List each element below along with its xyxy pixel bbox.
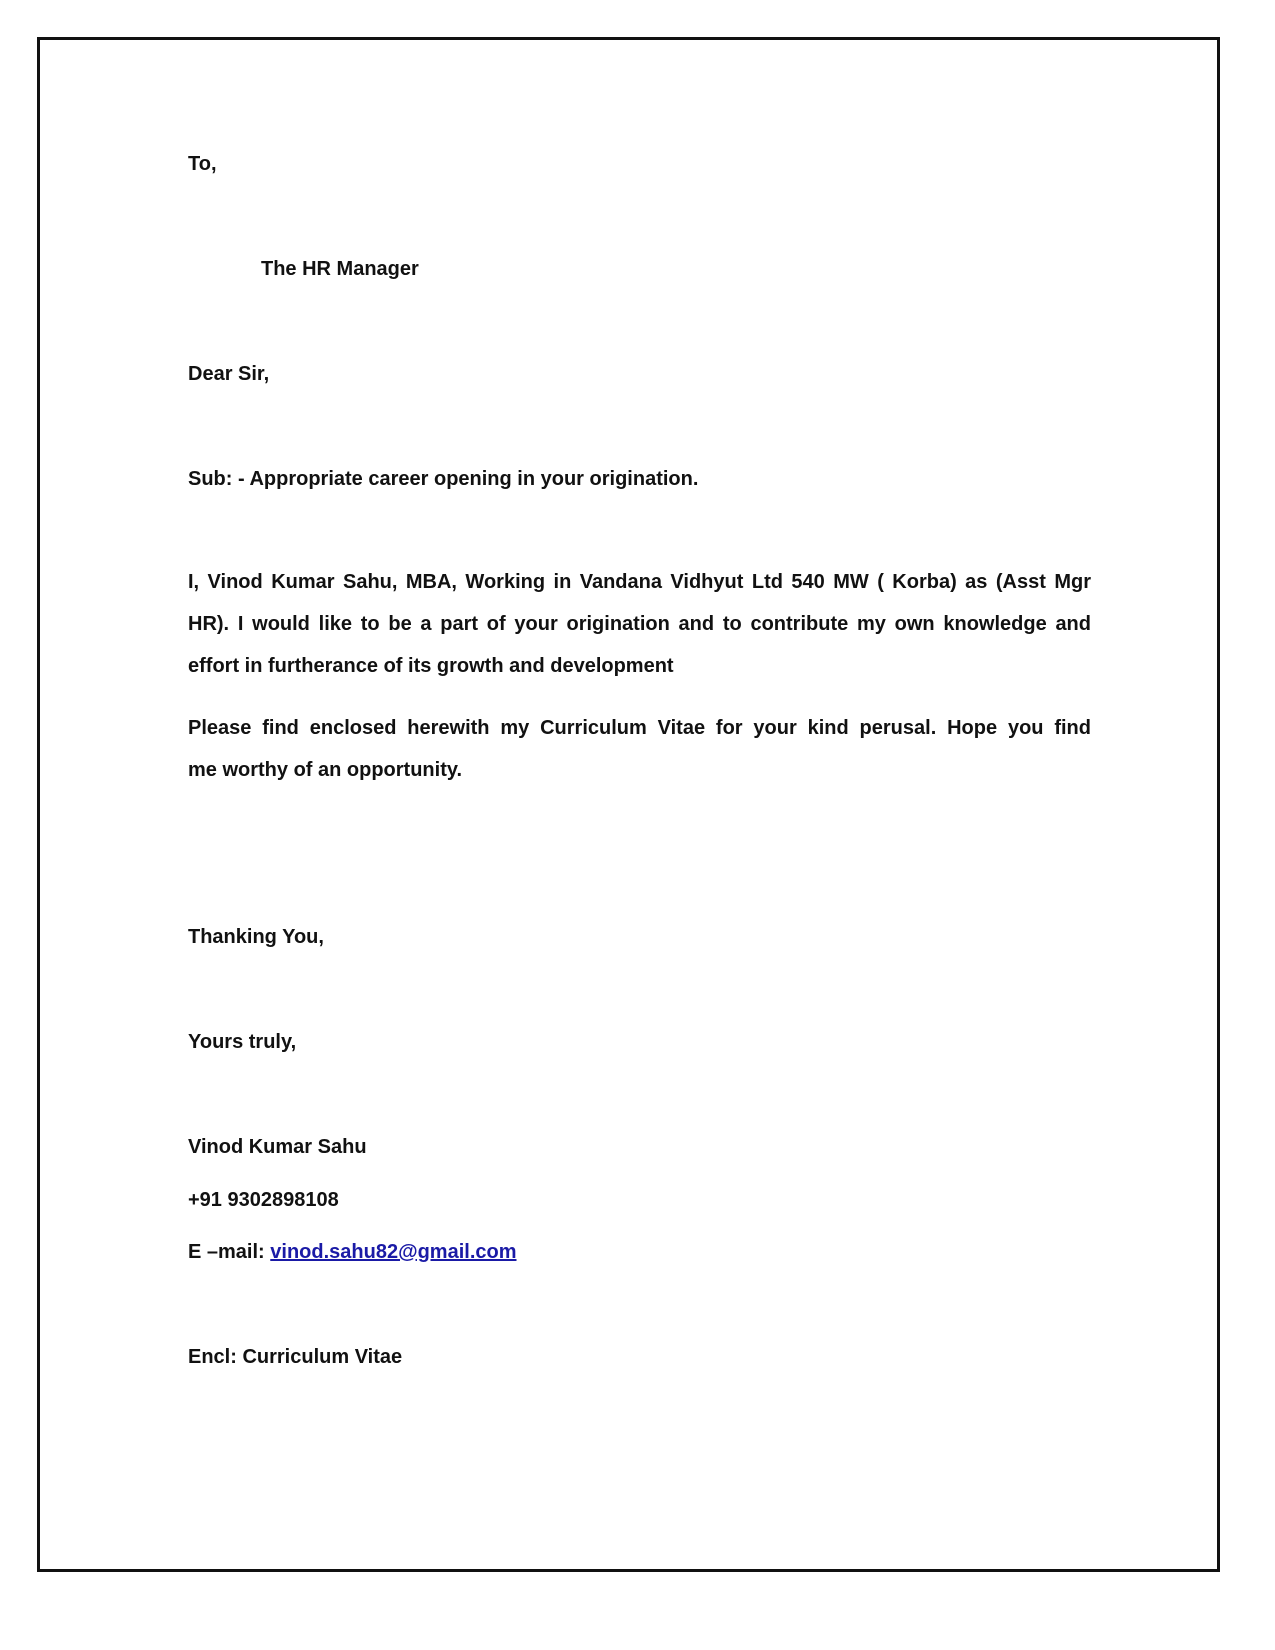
sender-phone: +91 9302898108 [188,1189,339,1211]
page-border [37,37,1220,1572]
enclosure-line: Encl: Curriculum Vitae [188,1346,403,1368]
salutation: Dear Sir, [188,363,270,385]
sender-name: Vinod Kumar Sahu [188,1136,367,1158]
closing-line: Thanking You, [188,926,324,948]
body-paragraph-2 [188,707,1091,791]
body-paragraph-2-line-2: me worthy of an opportunity. [188,759,463,781]
subject-line: Sub: - Appropriate career opening in your origination. [188,468,699,490]
email-link[interactable]: vinod.sahu82@gmail.com [270,1241,517,1263]
email-label: E –mail: [188,1241,271,1263]
body-paragraph-1-line-2: HR). I would like to be a part of your origination and to contribute my own knowledge and [188,613,1091,635]
recipient-line: The HR Manager [261,258,419,280]
body-paragraph-1-line-3: effort in furtherance of its growth and development [188,655,674,677]
body-paragraph-1-line-1: I, Vinod Kumar Sahu, MBA, Working in Vandana Vidhyut Ltd 540 MW ( Korba) as (Asst Mgr [188,571,1091,593]
sign-off-line: Yours truly, [188,1031,297,1053]
email-line [188,1240,517,1264]
body-paragraph-2-line-1: Please find enclosed herewith my Curriculum Vitae for your kind perusal. Hope you find [188,717,1091,739]
body-paragraph-1 [188,561,1091,687]
to-line: To, [188,153,217,175]
